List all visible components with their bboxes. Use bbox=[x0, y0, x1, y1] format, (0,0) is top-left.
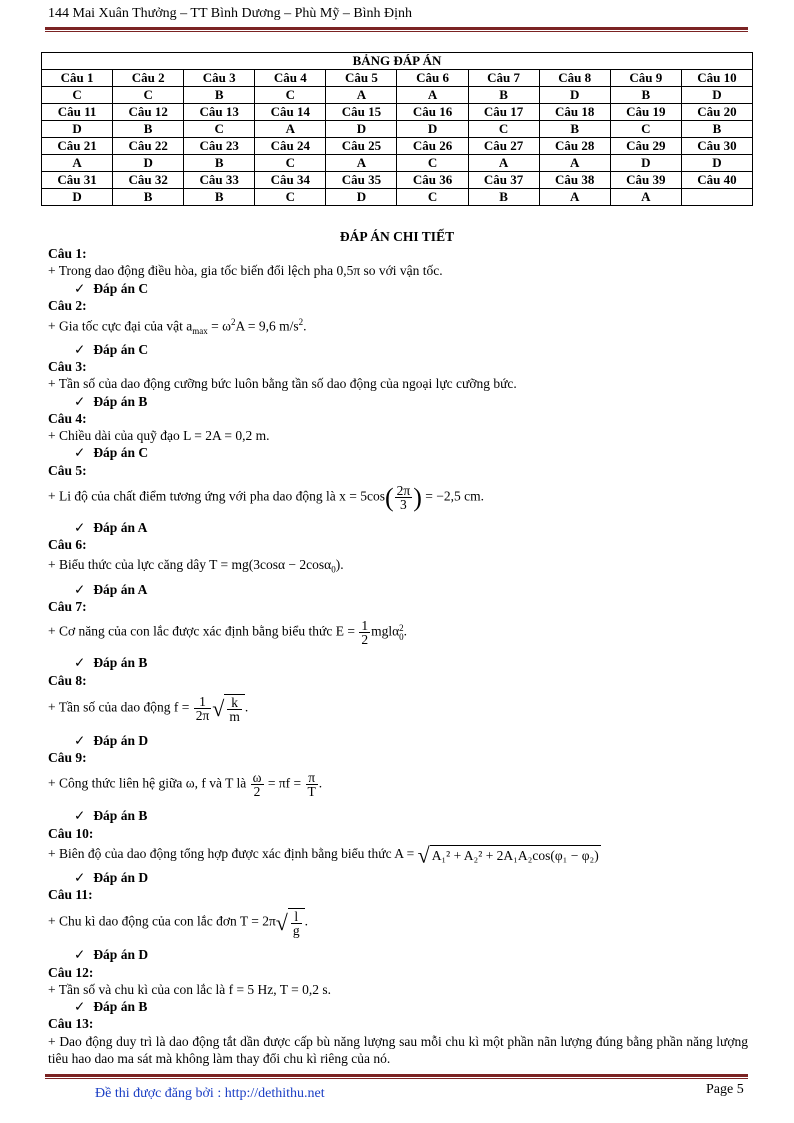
question-number-cell: Câu 31 bbox=[42, 172, 113, 189]
square-root bbox=[212, 694, 245, 723]
answer-cell: A bbox=[468, 155, 539, 172]
answer-cell: B bbox=[468, 87, 539, 104]
answer-cell: D bbox=[681, 87, 752, 104]
paren-open: ( bbox=[384, 482, 394, 512]
fraction-denominator: m bbox=[229, 708, 240, 724]
question-label: Câu 6: bbox=[48, 537, 87, 553]
answer-line bbox=[48, 654, 748, 671]
fraction-numerator: 2π bbox=[396, 483, 411, 499]
answer-text: Đáp án B bbox=[93, 999, 148, 1015]
plus-sign: + bbox=[48, 556, 56, 572]
fraction bbox=[251, 771, 264, 798]
formula-part: = −2,5 cm. bbox=[421, 488, 484, 504]
question-explanation bbox=[48, 619, 748, 646]
formula-part: x = 5cos bbox=[339, 488, 385, 504]
answer-cell: D bbox=[42, 189, 113, 206]
question-number-cell: Câu 36 bbox=[397, 172, 468, 189]
fraction bbox=[359, 619, 370, 646]
answer-cell: A bbox=[539, 189, 610, 206]
question-number-cell: Câu 7 bbox=[468, 70, 539, 87]
footer-rule bbox=[45, 1074, 748, 1077]
formula-part: f = bbox=[173, 699, 193, 715]
fraction-numerator: l bbox=[291, 910, 302, 924]
plus-sign: + bbox=[48, 913, 56, 929]
answer-line bbox=[48, 393, 748, 410]
subscript: max bbox=[192, 326, 208, 337]
check-icon: ✓ bbox=[74, 947, 86, 963]
question-number-cell: Câu 8 bbox=[539, 70, 610, 87]
answer-text: Đáp án A bbox=[93, 520, 148, 536]
section-title: ĐÁP ÁN CHI TIẾT bbox=[339, 229, 455, 244]
question-number-cell: Câu 21 bbox=[42, 138, 113, 155]
check-icon: ✓ bbox=[74, 869, 86, 885]
answer-cell: B bbox=[184, 155, 255, 172]
question-number-row bbox=[42, 70, 753, 87]
check-icon: ✓ bbox=[74, 393, 86, 409]
answer-cell: B bbox=[681, 121, 752, 138]
answer-cell: D bbox=[397, 121, 468, 138]
superscript: 2 bbox=[399, 622, 404, 633]
answer-line bbox=[48, 946, 748, 963]
fraction-denominator: 2 bbox=[361, 632, 369, 648]
formula-part: . bbox=[318, 776, 323, 791]
answer-cell: D bbox=[42, 121, 113, 138]
formula-part: mglα bbox=[371, 623, 400, 639]
answer-table bbox=[41, 52, 753, 206]
answer-text: Đáp án A bbox=[93, 581, 148, 597]
plus-sign: + bbox=[48, 1033, 56, 1049]
answer-row bbox=[42, 87, 753, 104]
plus-sign: + bbox=[48, 623, 56, 639]
answer-cell: D bbox=[610, 155, 681, 172]
answer-line bbox=[48, 280, 748, 297]
explanation-text: Chu kì dao động của con lắc đơn bbox=[59, 913, 240, 929]
square-root bbox=[417, 842, 601, 868]
question-number-cell: Câu 19 bbox=[610, 104, 681, 121]
answer-cell: C bbox=[397, 189, 468, 206]
plus-sign: + bbox=[48, 263, 56, 279]
question-label: Câu 9: bbox=[48, 750, 87, 766]
explanation-text: Li độ của chất điểm tương ứng với pha dao động là bbox=[59, 488, 340, 504]
answer-cell: D bbox=[326, 189, 397, 206]
footer-source-link[interactable]: Đề thi được đăng bởi : http://dethithu.net bbox=[95, 1086, 325, 1101]
question-explanation bbox=[48, 427, 748, 444]
question-number-cell: Câu 1 bbox=[42, 70, 113, 87]
formula-part: A = bbox=[394, 846, 418, 861]
formula-part: . bbox=[244, 699, 249, 715]
answer-cell: A bbox=[610, 189, 681, 206]
question-number-cell: Câu 14 bbox=[255, 104, 326, 121]
check-icon: ✓ bbox=[74, 520, 86, 536]
question-explanation bbox=[48, 842, 748, 868]
superscript: 2 bbox=[231, 317, 236, 328]
check-icon: ✓ bbox=[74, 999, 86, 1015]
question-number-cell: Câu 27 bbox=[468, 138, 539, 155]
question-number-cell: Câu 23 bbox=[184, 138, 255, 155]
question-number-row bbox=[42, 104, 753, 121]
check-icon: ✓ bbox=[74, 445, 86, 461]
question-number-cell: Câu 22 bbox=[113, 138, 184, 155]
question-label: Câu 4: bbox=[48, 410, 87, 426]
answer-text: Đáp án C bbox=[93, 280, 149, 296]
question-label: Câu 1: bbox=[48, 246, 87, 261]
answer-cell: C bbox=[113, 87, 184, 104]
answer-cell: A bbox=[326, 87, 397, 104]
question-number-row bbox=[42, 138, 753, 155]
explanation-text: Tần số của dao động bbox=[58, 699, 174, 715]
answer-row bbox=[42, 155, 753, 172]
formula-part: . bbox=[304, 913, 308, 929]
answer-cell: B bbox=[468, 189, 539, 206]
question-label: Câu 10: bbox=[48, 825, 94, 841]
question-number-cell: Câu 10 bbox=[681, 70, 752, 87]
plus-sign: + bbox=[48, 846, 56, 861]
answer-text: Đáp án D bbox=[93, 947, 149, 963]
question-label: Câu 7: bbox=[48, 598, 87, 614]
question-number-cell: Câu 9 bbox=[610, 70, 681, 87]
superscript: 2 bbox=[298, 317, 304, 328]
plus-sign: + bbox=[48, 318, 56, 334]
answer-line bbox=[48, 732, 748, 749]
explanation-text: Chiều dài của quỹ đạo L = 2A = 0,2 m. bbox=[59, 428, 270, 444]
root-sign: √ bbox=[212, 695, 225, 721]
answer-table-title: BẢNG ĐÁP ÁN bbox=[42, 53, 753, 70]
explanation-text: Biểu thức của lực căng dây bbox=[59, 556, 210, 572]
fraction-denominator: 2 bbox=[253, 784, 261, 800]
question-number-cell: Câu 16 bbox=[397, 104, 468, 121]
paren-close: ) bbox=[413, 482, 422, 512]
footer-rule-thin bbox=[45, 1078, 748, 1079]
question-number-cell: Câu 30 bbox=[681, 138, 752, 155]
root-sign: √ bbox=[275, 910, 288, 936]
fraction bbox=[194, 695, 212, 722]
explanation-text: Gia tốc cực đại của vật a bbox=[59, 318, 193, 334]
check-icon: ✓ bbox=[74, 732, 86, 748]
fraction bbox=[291, 910, 302, 937]
question-number-cell: Câu 11 bbox=[42, 104, 113, 121]
answer-cell: A bbox=[326, 155, 397, 172]
answer-cell: C bbox=[184, 121, 255, 138]
question-label: Câu 8: bbox=[48, 672, 87, 688]
question-number-cell: Câu 17 bbox=[468, 104, 539, 121]
question-explanation bbox=[48, 484, 748, 511]
fraction-numerator: π bbox=[306, 771, 318, 785]
answer-line bbox=[48, 341, 748, 358]
explanation-text: Dao động duy trì là dao động tắt dần được cấp bù năng lượng sau mỗi chu kì một phần nãn lượng đúng bằng phần năng lượng tiêu hao dao ma sát mà không làm thay đổi chu kì riêng của nó. bbox=[48, 1033, 749, 1067]
question-number-cell: Câu 18 bbox=[539, 104, 610, 121]
question-number-cell: Câu 2 bbox=[113, 70, 184, 87]
fraction-denominator: g bbox=[292, 923, 300, 939]
formula-part: E = bbox=[335, 623, 359, 639]
explanation-text: Biên độ của dao động tổng hợp được xác định bằng biểu thức bbox=[59, 846, 395, 861]
page-number: Page 5 bbox=[706, 1082, 744, 1097]
plus-sign: + bbox=[48, 981, 56, 997]
answer-row bbox=[42, 121, 753, 138]
question-number-cell: Câu 3 bbox=[184, 70, 255, 87]
fraction-numerator: 1 bbox=[194, 695, 212, 709]
answer-cell: C bbox=[397, 155, 468, 172]
formula-part: T = 2π bbox=[239, 913, 276, 929]
answer-cell: A bbox=[42, 155, 113, 172]
question-explanation bbox=[48, 981, 748, 998]
check-icon: ✓ bbox=[74, 808, 86, 824]
question-label: Câu 5: bbox=[48, 462, 87, 478]
question-number-cell: Câu 39 bbox=[610, 172, 681, 189]
answer-row bbox=[42, 189, 753, 206]
root-content bbox=[288, 908, 305, 937]
answer-cell: A bbox=[539, 155, 610, 172]
answer-line bbox=[48, 581, 748, 598]
question-number-cell: Câu 4 bbox=[255, 70, 326, 87]
page-header: 144 Mai Xuân Thưởng – TT Bình Dương – Phù Mỹ – Bình Định bbox=[48, 6, 413, 21]
question-number-cell: Câu 33 bbox=[184, 172, 255, 189]
question-number-cell: Câu 20 bbox=[681, 104, 752, 121]
answer-cell: D bbox=[539, 87, 610, 104]
answer-cell: C bbox=[610, 121, 681, 138]
fraction-numerator: k bbox=[227, 696, 242, 710]
fraction bbox=[395, 484, 413, 511]
question-explanation bbox=[48, 262, 748, 279]
question-label: Câu 2: bbox=[48, 297, 87, 313]
subscript: 0 bbox=[331, 564, 336, 575]
question-label: Câu 13: bbox=[48, 1016, 94, 1032]
answer-cell: B bbox=[184, 189, 255, 206]
answer-cell: B bbox=[539, 121, 610, 138]
answer-cell: B bbox=[610, 87, 681, 104]
check-icon: ✓ bbox=[74, 280, 86, 296]
answer-cell: B bbox=[184, 87, 255, 104]
question-explanation bbox=[48, 556, 748, 579]
question-label: Câu 12: bbox=[48, 964, 94, 980]
answer-line bbox=[48, 807, 748, 824]
answer-text: Đáp án C bbox=[93, 445, 149, 461]
answer-text: Đáp án C bbox=[93, 341, 149, 357]
formula-part: = πf = bbox=[264, 776, 305, 791]
answer-cell: D bbox=[326, 121, 397, 138]
plus-sign: + bbox=[48, 376, 56, 392]
answer-cell: C bbox=[255, 87, 326, 104]
question-number-cell: Câu 12 bbox=[113, 104, 184, 121]
answer-line bbox=[48, 519, 748, 536]
question-number-cell: Câu 28 bbox=[539, 138, 610, 155]
explanation-text: Công thức liên hệ giữa ω, f và T là bbox=[59, 776, 250, 791]
question-number-cell: Câu 32 bbox=[113, 172, 184, 189]
explanation-text: A = 9,6 m/s bbox=[235, 318, 299, 334]
detailed-answers bbox=[48, 245, 748, 1067]
plus-sign: + bbox=[48, 699, 56, 715]
answer-text: Đáp án D bbox=[93, 869, 149, 885]
answer-cell: D bbox=[113, 155, 184, 172]
answer-line bbox=[48, 869, 748, 886]
question-number-row bbox=[42, 172, 753, 189]
answer-cell bbox=[681, 189, 752, 206]
question-number-cell: Câu 34 bbox=[255, 172, 326, 189]
root-sign: √ bbox=[417, 842, 430, 868]
fraction-numerator: 1 bbox=[361, 618, 369, 634]
question-number-cell: Câu 15 bbox=[326, 104, 397, 121]
explanation-text: . bbox=[303, 318, 307, 334]
explanation-text: Cơ năng của con lắc được xác định bằng biểu thức bbox=[59, 623, 336, 639]
root-content bbox=[224, 694, 245, 723]
answer-cell: A bbox=[397, 87, 468, 104]
question-number-cell: Câu 25 bbox=[326, 138, 397, 155]
explanation-text: Tần số và chu kì của con lắc là f = 5 Hz, T = 0,2 s. bbox=[58, 981, 332, 997]
answer-cell: C bbox=[255, 189, 326, 206]
formula-part: ). bbox=[335, 556, 344, 572]
question-explanation bbox=[48, 1033, 748, 1068]
check-icon: ✓ bbox=[74, 341, 86, 357]
root-content: A₁² + A₂² + 2A₁A₂cos(φ₁ − φ₂) bbox=[430, 845, 601, 864]
question-number-cell: Câu 5 bbox=[326, 70, 397, 87]
answer-cell: A bbox=[255, 121, 326, 138]
formula-part: T = mg(3cosα − 2cosα bbox=[209, 556, 332, 572]
question-number-cell: Câu 26 bbox=[397, 138, 468, 155]
answer-cell: D bbox=[681, 155, 752, 172]
square-root bbox=[276, 908, 305, 937]
check-icon: ✓ bbox=[74, 581, 86, 597]
subscript: 0 bbox=[399, 631, 404, 642]
question-number-cell: Câu 37 bbox=[468, 172, 539, 189]
explanation-text: Tần số của dao động cưỡng bức luôn bằng tần số dao động của ngoại lực cưỡng bức. bbox=[58, 376, 517, 392]
question-number-cell: Câu 24 bbox=[255, 138, 326, 155]
fraction bbox=[306, 771, 318, 798]
explanation-text: = ω bbox=[207, 318, 231, 334]
answer-line bbox=[48, 998, 748, 1015]
header-rule bbox=[45, 27, 748, 30]
answer-cell: B bbox=[113, 121, 184, 138]
fraction-numerator: ω bbox=[252, 770, 262, 786]
fraction bbox=[227, 696, 242, 723]
question-explanation bbox=[48, 694, 748, 723]
explanation-text: Trong dao động điều hòa, gia tốc biến đổi lệch pha 0,5π so với vận tốc. bbox=[58, 263, 443, 279]
question-explanation bbox=[48, 375, 748, 392]
answer-text: Đáp án B bbox=[93, 808, 148, 824]
question-number-cell: Câu 40 bbox=[681, 172, 752, 189]
fraction-denominator: 3 bbox=[400, 497, 407, 513]
question-explanation bbox=[48, 908, 748, 937]
question-number-cell: Câu 35 bbox=[326, 172, 397, 189]
header-rule-thin bbox=[45, 31, 748, 32]
fraction-denominator: T bbox=[307, 784, 316, 800]
question-number-cell: Câu 6 bbox=[397, 70, 468, 87]
answer-cell: C bbox=[255, 155, 326, 172]
question-explanation bbox=[48, 771, 748, 798]
answer-text: Đáp án B bbox=[93, 655, 148, 671]
answer-line bbox=[48, 444, 748, 461]
answer-cell: C bbox=[468, 121, 539, 138]
question-explanation bbox=[48, 314, 748, 340]
question-number-cell: Câu 29 bbox=[610, 138, 681, 155]
answer-cell: B bbox=[113, 189, 184, 206]
question-label: Câu 3: bbox=[48, 358, 87, 374]
formula-part: . bbox=[403, 623, 408, 639]
question-label: Câu 11: bbox=[48, 886, 93, 902]
fraction-denominator: 2π bbox=[195, 707, 210, 723]
answer-text: Đáp án B bbox=[93, 393, 148, 409]
check-icon: ✓ bbox=[74, 655, 86, 671]
question-number-cell: Câu 38 bbox=[539, 172, 610, 189]
answer-cell: C bbox=[42, 87, 113, 104]
plus-sign: + bbox=[48, 428, 56, 444]
answer-text: Đáp án D bbox=[93, 732, 149, 748]
plus-sign: + bbox=[48, 488, 56, 504]
question-number-cell: Câu 13 bbox=[184, 104, 255, 121]
plus-sign: + bbox=[48, 776, 56, 791]
